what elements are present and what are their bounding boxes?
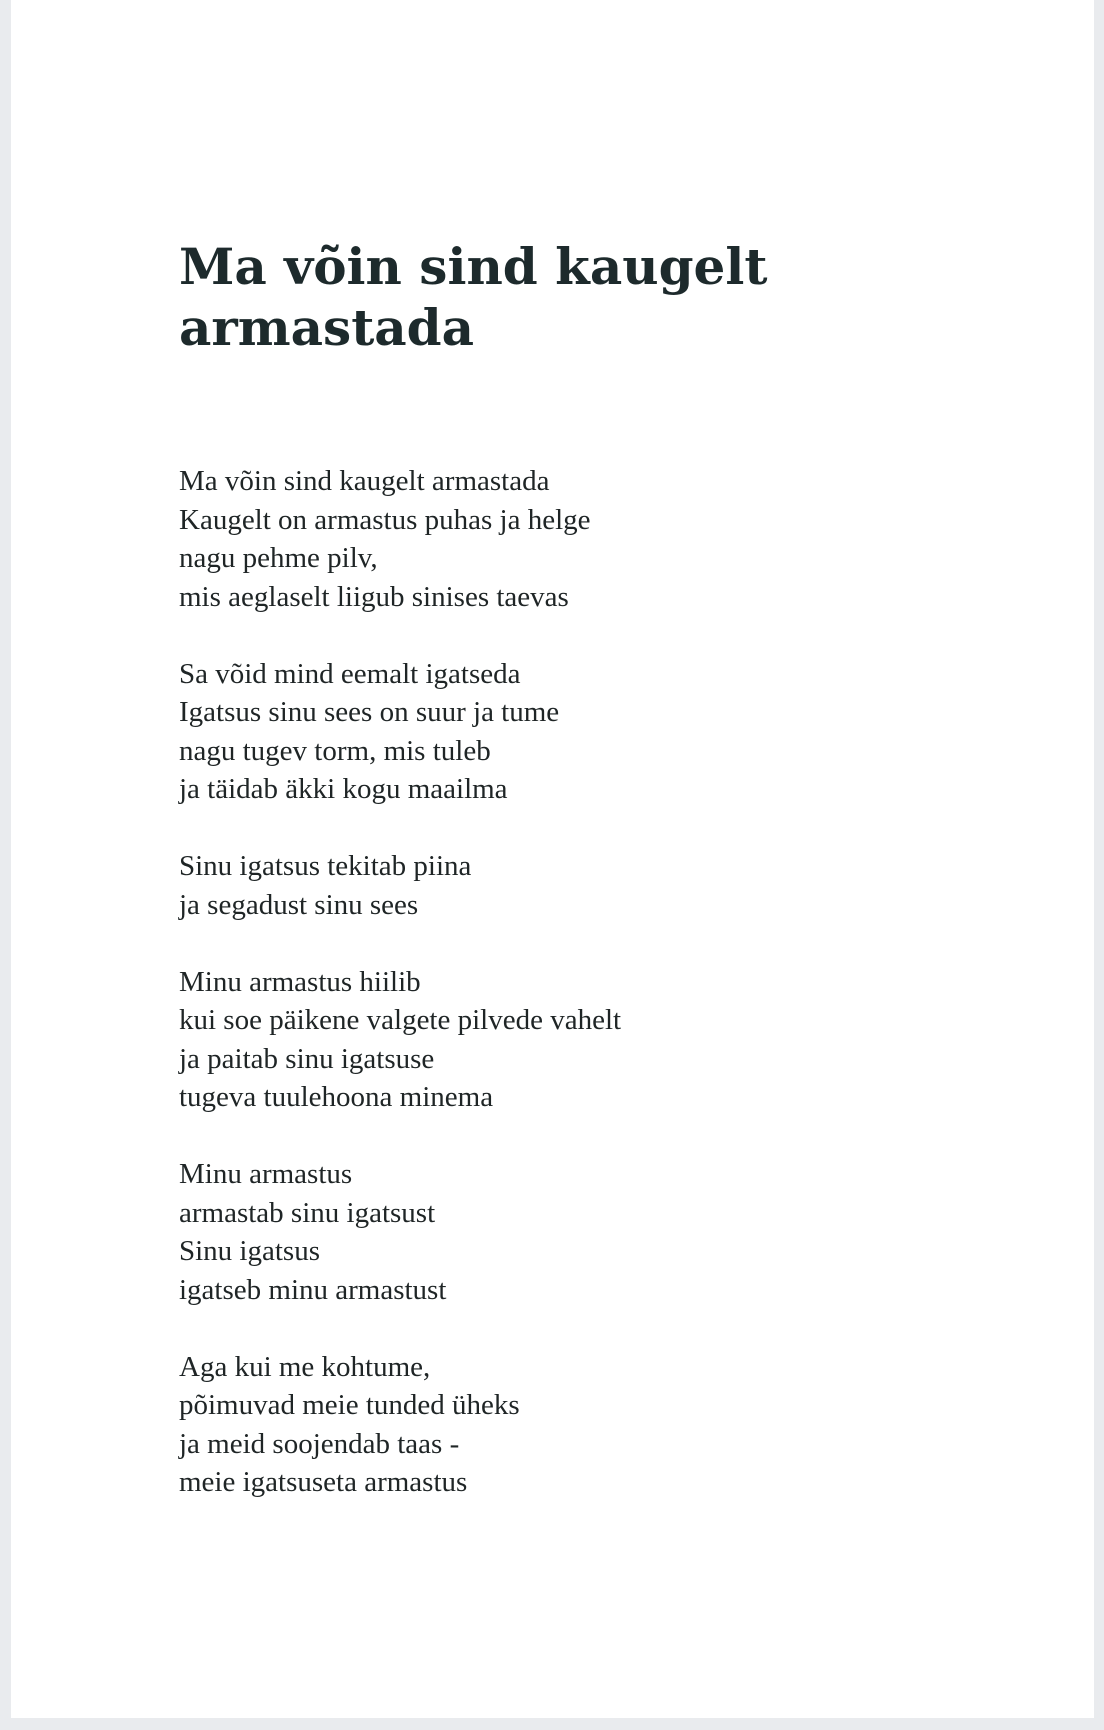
poem-line: Minu armastus <box>179 1158 353 1190</box>
poem-stanza <box>179 1155 799 1309</box>
poem-line: Aga kui me kohtume, <box>179 1350 431 1383</box>
poem-line: Sa võid mind eemalt igatseda <box>179 657 521 690</box>
poem-line: nagu tugev torm, mis tuleb <box>179 734 491 767</box>
poem-stanza <box>179 462 799 616</box>
poem-line: kui soe päikene valgete pilvede vahelt <box>179 1004 622 1036</box>
poem-line: ja meid soojendab taas - <box>179 1427 460 1460</box>
poem-title: Ma võin sind kaugelt armastada <box>179 237 768 357</box>
poem-stanza <box>179 655 799 809</box>
poem-stanza <box>179 1348 799 1502</box>
poem-line: ja täidab äkki kogu maailma <box>179 773 508 805</box>
poem-line: Ma võin sind kaugelt armastada <box>179 465 550 497</box>
poem-stanza <box>179 963 799 1117</box>
poem-line: nagu pehme pilv, <box>179 542 378 574</box>
poem-line: Minu armastus hiilib <box>179 965 421 998</box>
poem-line: igatseb minu armastust <box>179 1273 447 1306</box>
document-page <box>11 0 1094 1718</box>
poem-container <box>179 236 799 1540</box>
poem-line: Igatsus sinu sees on suur ja tume <box>179 696 560 728</box>
poem-line: ja paitab sinu igatsuse <box>179 1042 435 1075</box>
poem-line: Sinu igatsus <box>179 1235 320 1267</box>
poem-line: armastab sinu igatsust <box>179 1196 436 1229</box>
poem-line: mis aeglaselt liigub sinises taevas <box>179 580 569 613</box>
poem-line: meie igatsuseta armastus <box>179 1466 468 1498</box>
poem-line: Sinu igatsus tekitab piina <box>179 850 472 882</box>
poem-body <box>179 462 799 1502</box>
poem-line: Kaugelt on armastus puhas ja helge <box>179 503 591 536</box>
poem-line: põimuvad meie tunded üheks <box>179 1389 520 1421</box>
poem-line: tugeva tuulehoona minema <box>179 1081 494 1113</box>
poem-stanza <box>179 847 799 924</box>
poem-line: ja segadust sinu sees <box>179 888 419 921</box>
